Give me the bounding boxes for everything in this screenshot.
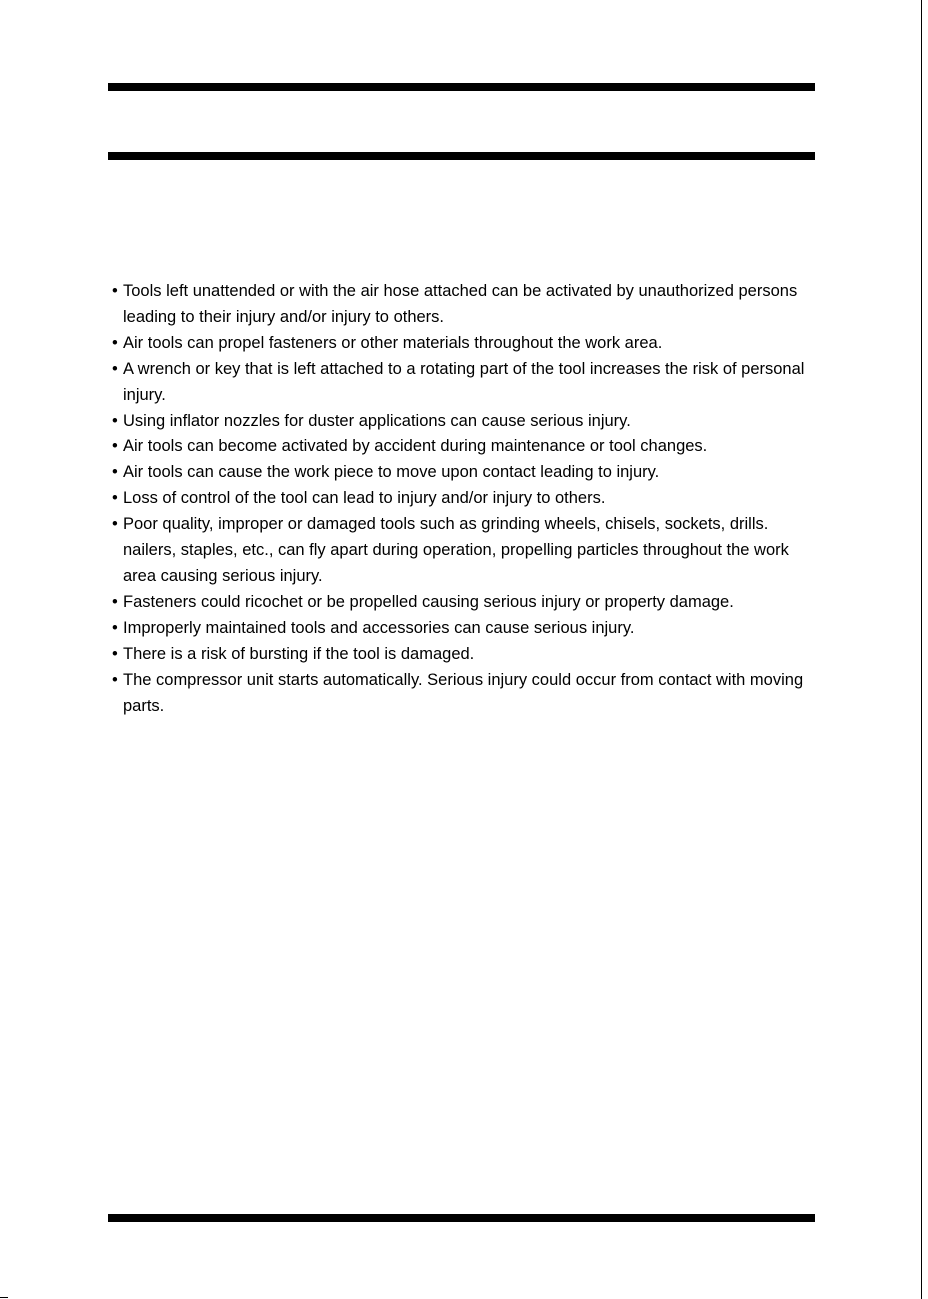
- hazard-text: Poor quality, improper or damaged tools such as grinding wheels, chisels, sockets, drills. nailers, staples, etc., can fly apart during operation, propelling particles throughout the work area causing serious injury.: [123, 515, 789, 585]
- bullet-icon: •: [112, 463, 118, 482]
- bullet-icon: •: [112, 489, 118, 508]
- hazard-item: [112, 486, 822, 512]
- hazard-text: Loss of control of the tool can lead to injury and/or injury to others.: [123, 489, 606, 508]
- hazard-item: [112, 279, 822, 331]
- hazard-text: Improperly maintained tools and accessories can cause serious injury.: [123, 618, 635, 637]
- hazard-text: The compressor unit starts automatically. Serious injury could occur from contact with moving parts.: [123, 670, 804, 715]
- hazard-item: [112, 409, 822, 435]
- bullet-icon: •: [112, 333, 118, 352]
- bullet-icon: •: [112, 282, 118, 300]
- hazard-text: There is a risk of bursting if the tool is damaged.: [123, 644, 475, 663]
- hazard-item: [112, 460, 822, 486]
- bullet-icon: •: [112, 592, 118, 611]
- hazard-text: Tools left unattended or with the air hose attached can be activated by unauthorized persons leading to their injury and/or injury to others.: [123, 282, 798, 326]
- hazard-item: [112, 331, 822, 357]
- hazard-item: [112, 642, 822, 668]
- hazard-item: [112, 590, 822, 616]
- footer-rule: [108, 1214, 815, 1222]
- header-top-rule: [108, 83, 815, 91]
- hazard-item: [112, 434, 822, 460]
- bullet-icon: •: [112, 670, 118, 689]
- page-edge-line: [921, 0, 922, 1299]
- hazard-text: Fasteners could ricochet or be propelled causing serious injury or property damage.: [123, 592, 734, 611]
- bullet-icon: •: [112, 644, 118, 663]
- hazard-item: [112, 357, 822, 409]
- corner-crop-mark: [0, 1297, 8, 1298]
- hazard-item: [112, 668, 822, 720]
- hazard-list: [112, 279, 822, 719]
- hazard-item: [112, 512, 822, 590]
- hazard-text: Air tools can propel fasteners or other materials throughout the work area.: [123, 333, 663, 352]
- hazard-text: A wrench or key that is left attached to a rotating part of the tool increases the risk of personal injury.: [123, 359, 805, 404]
- bullet-icon: •: [112, 515, 118, 534]
- hazard-text: Air tools can cause the work piece to move upon contact leading to injury.: [123, 463, 660, 482]
- header-bottom-rule: [108, 152, 815, 160]
- hazard-text: Using inflator nozzles for duster applications can cause serious injury.: [123, 411, 631, 430]
- hazard-item: [112, 616, 822, 642]
- bullet-icon: •: [112, 411, 118, 430]
- bullet-icon: •: [112, 618, 118, 637]
- hazard-text: Air tools can become activated by accident during maintenance or tool changes.: [123, 437, 708, 456]
- bullet-icon: •: [112, 437, 118, 456]
- bullet-icon: •: [112, 359, 118, 378]
